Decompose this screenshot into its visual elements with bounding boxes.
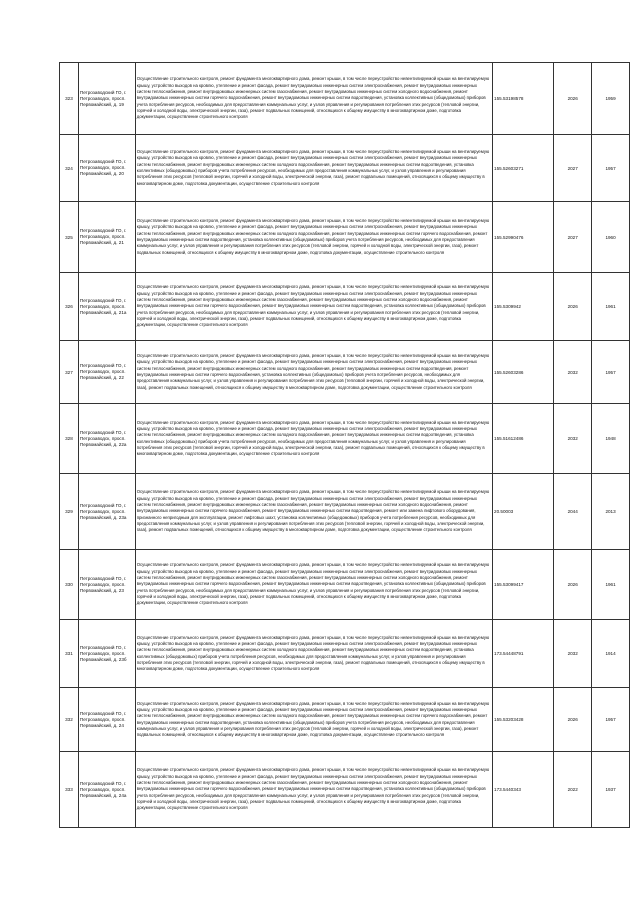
row-build-year: 2013 [592,474,630,550]
row-address: Петрозаводский ГО, г. Петрозаводск, просп. Первомайский, д. 23 [78,550,135,620]
capital-repair-table [59,62,630,828]
row-number: 327 [60,341,79,404]
table-row [60,404,630,474]
row-plan-year: 2044 [554,474,592,550]
row-number: 323 [60,63,79,135]
row-number: 331 [60,620,79,688]
row-works-description: Осуществление строительного контроля, ремонт фундамента многоквартирного дома, ремонт крыши, в том числе переустройство невентилируемой крыши на вентилируемую крышу, устройство выходов на кровлю, утепление и ремонт фасада, ремонт внутридомовых инженерных систем электроснабжения, ремонт внутридомовых инженерных систем теплоснабжения, ремонт внутридомовых инженерных систем газоснабжения, ремонт внутридомовых инженерных систем холодного водоснабжения, ремонт внутридомовых инженерных систем горячего водоснабжения, ремонт внутридомовых инженерных систем водоотведения, ремонт или замена лифтового оборудования, признанного непригодным для эксплуатации, ремонт лифтовых шахт, установка коллективных (общедомовых) приборов учета потребления ресурсов, необходимых для предоставления коммунальных услуг, и узлов управления и регулирования потребления этих ресурсов (тепловой энергии, горячей и холодной воды, электрической энергии, газа), ремонт подвальных помещений, относящихся к общему имуществу в многоквартирном доме, подготовка документации, осуществление строительного контроля [135,474,492,550]
row-cost-value: 155.52990476 [493,202,554,273]
row-plan-year: 2022 [554,752,592,828]
row-works-description: Осуществление строительного контроля, ремонт фундамента многоквартирного дома, ремонт крыши, в том числе переустройство невентилируемой крыши на вентилируемую крышу, устройство выходов на кровлю, утепление и ремонт фасада, ремонт внутридомовых инженерных систем электроснабжения, ремонт внутридомовых инженерных систем теплоснабжения, ремонт внутридомовых инженерных систем газоснабжения, ремонт внутридомовых инженерных систем холодного водоснабжения, ремонт внутридомовых инженерных систем горячего водоснабжения, ремонт внутридомовых инженерных систем водоотведения, установка коллективных (общедомовых) приборов учета потребления ресурсов, необходимых для предоставления коммунальных услуг, и узлов управления и регулирования потребления этих ресурсов (тепловой энергии, горячей и холодной воды, электрической энергии, газа), ремонт подвальных помещений, относящихся к общему имуществу в многоквартирном доме, подготовка документации, осуществление строительного контроля [135,752,492,828]
row-build-year: 1957 [592,341,630,404]
row-number: 332 [60,688,79,752]
row-works-description: Осуществление строительного контроля, ремонт фундамента многоквартирного дома, ремонт крыши, в том числе переустройство невентилируемой крыши на вентилируемую крышу, устройство выходов на кровлю, утепление и ремонт фасада, ремонт внутридомовых инженерных систем электроснабжения, ремонт внутридомовых инженерных систем теплоснабжения, ремонт внутридомовых инженерных систем холодного водоснабжения, ремонт внутридомовых инженерных систем горячего водоснабжения, ремонт внутридомовых инженерных систем водоотведения, установка коллективных (общедомовых) приборов учета потребления ресурсов, необходимых для предоставления коммунальных услуг, и узлов управления и регулирования потребления этих ресурсов (тепловой энергии, горячей и холодной воды, электрической энергии, газа), ремонт подвальных помещений, относящихся к общему имуществу в многоквартирном доме, подготовка документации, осуществление строительного контроля [135,202,492,273]
row-works-description: Осуществление строительного контроля, ремонт фундамента многоквартирного дома, ремонт крыши, в том числе переустройство невентилируемой крыши на вентилируемую крышу, устройство выходов на кровлю, утепление и ремонт фасада, ремонт внутридомовых инженерных систем электроснабжения, ремонт внутридомовых инженерных систем теплоснабжения, ремонт внутридомовых инженерных систем газоснабжения, ремонт внутридомовых инженерных систем холодного водоснабжения, ремонт внутридомовых инженерных систем горячего водоснабжения, ремонт внутридомовых инженерных систем водоотведения, установка коллективных (общедомовых) приборов учета потребления ресурсов, необходимых для предоставления коммунальных услуг, и узлов управления и регулирования потребления этих ресурсов (тепловой энергии, горячей и холодной воды, электрической энергии, газа), ремонт подвальных помещений, относящихся к общему имуществу в многоквартирном доме, подготовка документации, осуществление строительного контроля [135,550,492,620]
table-row [60,202,630,273]
row-address: Петрозаводский ГО, г. Петрозаводск, просп. Первомайский, д. 22а [78,404,135,474]
row-build-year: 1914 [592,620,630,688]
row-address: Петрозаводский ГО, г. Петрозаводск, просп. Первомайский, д. 19 [78,63,135,135]
row-number: 326 [60,273,79,341]
table-row [60,620,630,688]
row-works-description: Осуществление строительного контроля, ремонт фундамента многоквартирного дома, ремонт крыши, в том числе переустройство невентилируемой крыши на вентилируемую крышу, устройство выходов на кровлю, утепление и ремонт фасада, ремонт внутридомовых инженерных систем электроснабжения, ремонт внутридомовых инженерных систем теплоснабжения, ремонт внутридомовых инженерных систем газоснабжения, ремонт внутридомовых инженерных систем холодного водоснабжения, ремонт внутридомовых инженерных систем горячего водоснабжения, ремонт внутридомовых инженерных систем водоотведения, установка коллективных (общедомовых) приборов учета потребления ресурсов, необходимых для предоставления коммунальных услуг, и узлов управления и регулирования потребления этих ресурсов (тепловой энергии, горячей и холодной воды, электрической энергии, газа), ремонт подвальных помещений, относящихся к общему имуществу в многоквартирном доме, подготовка документации, осуществление строительного контроля [135,273,492,341]
row-cost-value: 155.51612486 [493,404,554,474]
row-plan-year: 2026 [554,550,592,620]
row-works-description: Осуществление строительного контроля, ремонт фундамента многоквартирного дома, ремонт крыши, в том числе переустройство невентилируемой крыши на вентилируемую крышу, устройство выходов на кровлю, утепление и ремонт фасада, ремонт внутридомовых инженерных систем электроснабжения, ремонт внутридомовых инженерных систем теплоснабжения, ремонт внутридомовых инженерных систем холодного водоснабжения, ремонт внутридомовых инженерных систем горячего водоснабжения, ремонт внутридомовых инженерных систем водоотведения, установка коллективных (общедомовых) приборов учета потребления ресурсов, необходимых для предоставления коммунальных услуг, и узлов управления и регулирования потребления этих ресурсов (тепловой энергии, горячей и холодной воды, электрической энергии, газа), ремонт подвальных помещений, относящихся к общему имуществу в многоквартирном доме, подготовка документации, осуществление строительного контроля [135,688,492,752]
table-row [60,63,630,135]
row-cost-value: 155.53203428 [493,688,554,752]
table-row [60,474,630,550]
row-address: Петрозаводский ГО, г. Петрозаводск, просп. Первомайский, д. 23а [78,474,135,550]
row-plan-year: 2027 [554,202,592,273]
row-cost-value: 155.53198578 [493,63,554,135]
row-number: 329 [60,474,79,550]
row-address: Петрозаводский ГО, г. Петрозаводск, просп. Первомайский, д. 20 [78,135,135,202]
row-build-year: 1937 [592,752,630,828]
row-build-year: 1957 [592,135,630,202]
row-cost-value: 173.54448791 [493,620,554,688]
row-works-description: Осуществление строительного контроля, ремонт фундамента многоквартирного дома, ремонт крыши, в том числе переустройство невентилируемой крыши на вентилируемую крышу, устройство выходов на кровлю, утепление и ремонт фасада, ремонт внутридомовых инженерных систем электроснабжения, ремонт внутридомовых инженерных систем теплоснабжения, ремонт внутридомовых инженерных систем холодного водоснабжения, ремонт внутридомовых инженерных систем водоотведения, установка коллективных (общедомовых) приборов учета потребления ресурсов, необходимых для предоставления коммунальных услуг, и узлов управления и регулирования потребления этих ресурсов (тепловой энергии, горячей и холодной воды, электрической энергии, газа), ремонт подвальных помещений, относящихся к общему имуществу в многоквартирном доме, подготовка документации, осуществление строительного контроля [135,135,492,202]
row-address: Петрозаводский ГО, г. Петрозаводск, просп. Первомайский, д. 23б [78,620,135,688]
row-cost-value: 20.50003 [493,474,554,550]
row-build-year: 1960 [592,202,630,273]
table-row [60,273,630,341]
row-number: 330 [60,550,79,620]
row-number: 325 [60,202,79,273]
table-body [60,63,630,828]
row-works-description: Осуществление строительного контроля, ремонт фундамента многоквартирного дома, ремонт крыши, в том числе переустройство невентилируемой крыши на вентилируемую крышу, устройство выходов на кровлю, утепление и ремонт фасада, ремонт внутридомовых инженерных систем электроснабжения, ремонт внутридомовых инженерных систем теплоснабжения, ремонт внутридомовых инженерных систем газоснабжения, ремонт внутридомовых инженерных систем холодного водоснабжения, ремонт внутридомовых инженерных систем горячего водоснабжения, ремонт внутридомовых инженерных систем водоотведения, установка коллективных (общедомовых) приборов учета потребления ресурсов, необходимых для предоставления коммунальных услуг, и узлов управления и регулирования потребления этих ресурсов (тепловой энергии, горячей и холодной воды, электрической энергии, газа), ремонт подвальных помещений, относящихся к общему имуществу в многоквартирном доме, подготовка документации, осуществление строительного контроля [135,63,492,135]
table-row [60,341,630,404]
row-address: Петрозаводский ГО, г. Петрозаводск, просп. Первомайский, д. 21а [78,273,135,341]
row-plan-year: 2032 [554,341,592,404]
row-cost-value: 155.5309942 [493,273,554,341]
row-number: 324 [60,135,79,202]
row-build-year: 1959 [592,63,630,135]
row-cost-value: 173.5440343 [493,752,554,828]
table-row [60,550,630,620]
row-address: Петрозаводский ГО, г. Петрозаводск, просп. Первомайский, д. 24а [78,752,135,828]
row-build-year: 1957 [592,688,630,752]
row-build-year: 1961 [592,273,630,341]
row-number: 328 [60,404,79,474]
row-plan-year: 2026 [554,273,592,341]
table-row [60,688,630,752]
row-build-year: 1948 [592,404,630,474]
row-address: Петрозаводский ГО, г. Петрозаводск, просп. Первомайский, д. 24 [78,688,135,752]
row-plan-year: 2032 [554,404,592,474]
row-number: 333 [60,752,79,828]
row-works-description: Осуществление строительного контроля, ремонт фундамента многоквартирного дома, ремонт крыши, в том числе переустройство невентилируемой крыши на вентилируемую крышу, устройство выходов на кровлю, утепление и ремонт фасада, ремонт внутридомовых инженерных систем электроснабжения, ремонт внутридомовых инженерных систем теплоснабжения, ремонт внутридомовых инженерных систем холодного водоснабжения, ремонт внутридомовых инженерных систем водоотведения, ремонт внутридомовых инженерных систем горячего водоснабжения, установка коллективных (общедомовых) приборов учета потребления ресурсов, необходимых для предоставления коммунальных услуг, и узлов управления и регулирования потребления этих ресурсов (тепловой энергии, горячей и холодной воды, электрической энергии, газа), ремонт подвальных помещений, относящихся к общему имуществу в многоквартирном доме, подготовка документации, осуществление строительного контроля [135,341,492,404]
table-row [60,752,630,828]
row-works-description: Осуществление строительного контроля, ремонт фундамента многоквартирного дома, ремонт крыши, в том числе переустройство невентилируемой крыши на вентилируемую крышу, устройство выходов на кровлю, утепление и ремонт фасада, ремонт внутридомовых инженерных систем электроснабжения, ремонт внутридомовых инженерных систем теплоснабжения, ремонт внутридомовых инженерных систем холодного водоснабжения, ремонт внутридомовых инженерных систем водоотведения, установка коллективных (общедомовых) приборов учета потребления ресурсов, необходимых для предоставления коммунальных услуг, и узлов управления и регулирования потребления этих ресурсов (тепловой энергии, горячей и холодной воды, электрической энергии, газа), ремонт подвальных помещений, относящихся к общему имуществу в многоквартирном доме, подготовка документации, осуществление строительного контроля [135,620,492,688]
row-cost-value: 155.52603271 [493,135,554,202]
row-plan-year: 2026 [554,688,592,752]
row-build-year: 1961 [592,550,630,620]
row-plan-year: 2032 [554,620,592,688]
row-address: Петрозаводский ГО, г. Петрозаводск, просп. Первомайский, д. 21 [78,202,135,273]
row-plan-year: 2027 [554,135,592,202]
row-cost-value: 155.52603286 [493,341,554,404]
row-works-description: Осуществление строительного контроля, ремонт фундамента многоквартирного дома, ремонт крыши, в том числе переустройство невентилируемой крыши на вентилируемую крышу, устройство выходов на кровлю, утепление и ремонт фасада, ремонт внутридомовых инженерных систем электроснабжения, ремонт внутридомовых инженерных систем теплоснабжения, ремонт внутридомовых инженерных систем холодного водоснабжения, ремонт внутридомовых инженерных систем водоотведения, установка коллективных (общедомовых) приборов учета потребления ресурсов, необходимых для предоставления коммунальных услуг, и узлов управления и регулирования потребления этих ресурсов (тепловой энергии, горячей и холодной воды, электрической энергии, газа), ремонт подвальных помещений, относящихся к общему имуществу в многоквартирном доме, подготовка документации, осуществление строительного контроля [135,404,492,474]
row-plan-year: 2026 [554,63,592,135]
row-cost-value: 155.53099417 [493,550,554,620]
row-address: Петрозаводский ГО, г. Петрозаводск, просп. Первомайский, д. 22 [78,341,135,404]
table-row [60,135,630,202]
